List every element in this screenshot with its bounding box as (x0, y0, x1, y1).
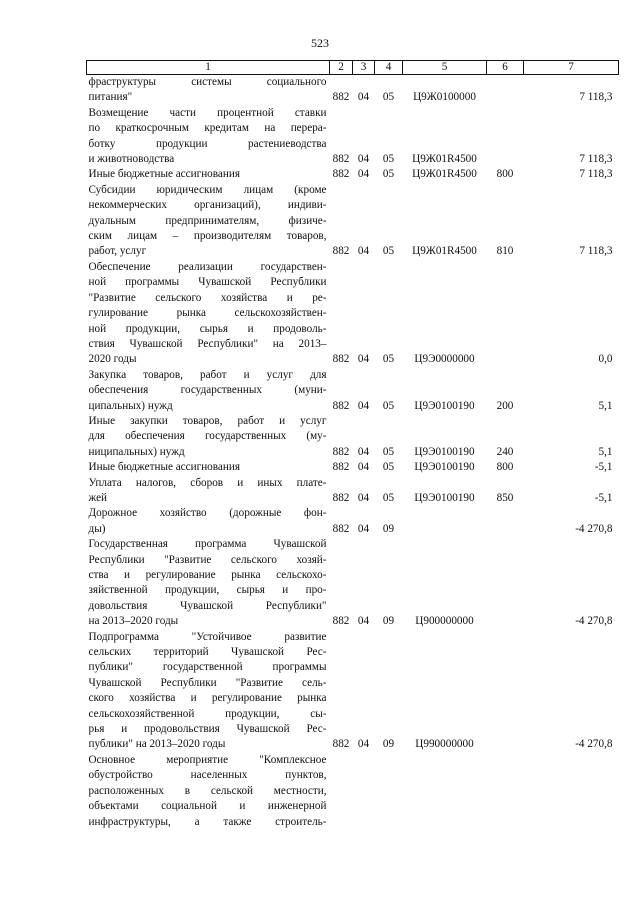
row-name-cell (87, 167, 330, 182)
row-c2-cell: 882 (332, 91, 350, 104)
row-name-line: Основное мероприятие "Комплексное (88, 753, 327, 766)
row-name-line: и животноводства (88, 153, 175, 166)
row-name-line: ды) (88, 522, 106, 535)
page-number: 523 (311, 36, 329, 50)
row-name-line: ной продукции, сырья и продоволь- (88, 322, 327, 335)
row-c3-cell: 04 (357, 738, 370, 751)
row-c5-cell (403, 506, 487, 537)
row-c7-cell: -5,1 (594, 491, 613, 504)
row-c6-cell: 850 (496, 491, 514, 504)
row-name-line: "Развитие сельского хозяйства и ре- (88, 291, 327, 304)
row-c2-cell: 882 (332, 153, 350, 166)
row-name-line: обеспечения государственных (муни- (88, 384, 327, 397)
table-row (87, 460, 619, 475)
row-c7-cell: 0,0 (598, 353, 613, 366)
table-row (87, 476, 619, 507)
row-c6-cell: 810 (496, 245, 514, 258)
row-name-line: Чувашской Республики "Развитие сель- (88, 676, 327, 689)
row-name-line: довольствия Чувашской Республики" (88, 599, 327, 612)
row-name-line: Республики "Развитие сельского хозяй- (88, 553, 327, 566)
row-c7-cell: 7 118,3 (579, 168, 613, 181)
row-c4-cell: 09 (382, 738, 395, 751)
row-c6-cell (487, 630, 524, 753)
row-name-line: Субсидии юридическим лицам (кроме (88, 183, 327, 196)
row-name-line: Уплата налогов, сборов и иных плате- (88, 476, 327, 489)
row-c3-cell (353, 753, 375, 830)
row-name-line: дуальным предпринимателям, физиче- (88, 214, 327, 227)
header-col-4: 4 (375, 61, 403, 75)
row-name-line: публики" на 2013–2020 годы (88, 738, 226, 751)
row-c4-cell: 05 (382, 245, 395, 258)
row-name-line: фраструктуры системы социального (88, 76, 327, 88)
row-c6-cell (487, 106, 524, 168)
row-c2-cell: 882 (332, 522, 350, 535)
row-c3-cell: 04 (357, 353, 370, 366)
row-c7-cell (524, 753, 619, 830)
row-c2-cell: 882 (332, 245, 350, 258)
row-c4-cell: 05 (382, 445, 395, 458)
row-c4-cell: 05 (382, 168, 395, 181)
row-name-line: зяйственной продукции, сырья и про- (88, 584, 327, 597)
row-c5-cell: Ц9Ж01R4500 (412, 245, 477, 258)
row-name-line: некоммерческих организаций), индиви- (88, 199, 327, 212)
row-name-cell (87, 506, 330, 537)
header-col-6: 6 (487, 61, 524, 75)
row-name-line: по краткосрочным кредитам на перера- (88, 122, 327, 135)
row-c5-cell: Ц9Ж01R4500 (412, 168, 477, 181)
row-name-cell (87, 537, 330, 629)
row-name-cell (87, 183, 330, 260)
row-name-cell (87, 630, 330, 753)
row-name-line: ной программы Чувашской Республики (88, 276, 327, 289)
row-c4-cell: 05 (382, 353, 395, 366)
row-c5-cell: Ц9Э0100190 (414, 461, 475, 474)
row-c6-cell: 240 (496, 445, 514, 458)
row-c7-cell: -4 270,8 (575, 615, 613, 628)
row-c4-cell: 09 (382, 522, 395, 535)
row-name-line: работ, услуг (88, 245, 147, 258)
row-name-line: обустройство населенных пунктов, (88, 769, 327, 782)
row-c2-cell: 882 (332, 445, 350, 458)
row-name-line: жей (88, 491, 108, 504)
row-name-cell (87, 414, 330, 460)
row-name-line: ского хозяйства и регулирование рынка (88, 692, 327, 705)
row-name-line: Подпрограмма "Устойчивое развитие (88, 630, 327, 643)
row-c6-cell (487, 506, 524, 537)
table-row (87, 630, 619, 753)
row-c4-cell: 05 (382, 91, 395, 104)
row-c2-cell: 882 (332, 491, 350, 504)
row-name-line: Иные бюджетные ассигнования (88, 168, 240, 181)
header-col-3: 3 (353, 61, 375, 75)
row-c2-cell: 882 (332, 738, 350, 751)
row-name-line: ципальных) нужд (88, 399, 173, 412)
row-c4-cell: 05 (382, 491, 395, 504)
row-c5-cell: Ц9Э0000000 (414, 353, 475, 366)
table-row (87, 106, 619, 168)
row-c3-cell: 04 (357, 461, 370, 474)
row-c5-cell: Ц9Э0100190 (414, 445, 475, 458)
row-c2-cell: 882 (332, 399, 350, 412)
row-c4-cell (375, 753, 403, 830)
row-name-cell (87, 260, 330, 368)
row-name-line: Обеспечение реализации государствен- (88, 260, 327, 273)
row-c6-cell (487, 537, 524, 629)
row-name-line: Закупка товаров, работ и услуг для (88, 368, 327, 381)
row-name-line: рья и продовольствия Чувашской Рес- (88, 723, 327, 736)
row-name-line: ским лицам – производителям товаров, (88, 230, 327, 243)
table-row (87, 506, 619, 537)
row-name-line: Иные закупки товаров, работ и услуг (88, 414, 327, 427)
row-name-line: гулирование рынка сельскохозяйствен- (88, 307, 327, 320)
row-c7-cell: -4 270,8 (575, 522, 613, 535)
row-c4-cell: 05 (382, 153, 395, 166)
row-c5-cell (403, 753, 487, 830)
row-name-cell (87, 75, 330, 106)
row-c6-cell: 800 (496, 461, 514, 474)
row-c7-cell: 7 118,3 (579, 245, 613, 258)
row-c5-cell: Ц9Э0100190 (414, 399, 475, 412)
row-name-line: публики" государственной программы (88, 661, 327, 674)
table-header-row (87, 61, 619, 75)
row-c5-cell: Ц9Ж0100000 (413, 91, 476, 104)
row-c6-cell (487, 75, 524, 106)
row-c6-cell: 200 (496, 399, 514, 412)
header-col-7: 7 (524, 61, 619, 75)
row-c3-cell: 04 (357, 615, 370, 628)
row-c7-cell: 5,1 (598, 445, 613, 458)
row-name-line: ниципальных) нужд (88, 445, 185, 458)
row-name-line: 2020 годы (88, 353, 137, 366)
row-c5-cell: Ц990000000 (415, 738, 474, 751)
row-c3-cell: 04 (357, 168, 370, 181)
row-c5-cell: Ц900000000 (415, 615, 474, 628)
row-c3-cell: 04 (357, 245, 370, 258)
row-name-line: ботку продукции растениеводства (88, 137, 327, 150)
row-name-line: Государственная программа Чувашской (88, 538, 327, 551)
row-c5-cell: Ц9Э0100190 (414, 491, 475, 504)
row-c2-cell: 882 (332, 461, 350, 474)
row-name-line: Дорожное хозяйство (дорожные фон- (88, 507, 327, 520)
row-c7-cell: -4 270,8 (575, 738, 613, 751)
table-row (87, 368, 619, 414)
row-name-cell (87, 460, 330, 475)
row-c3-cell: 04 (357, 445, 370, 458)
row-c6-cell (487, 260, 524, 368)
row-c3-cell: 04 (357, 153, 370, 166)
row-c4-cell: 05 (382, 461, 395, 474)
row-c6-cell: 800 (496, 168, 514, 181)
row-name-line: расположенных в сельской местности, (88, 784, 327, 797)
row-name-cell (87, 368, 330, 414)
row-c7-cell: 7 118,3 (579, 153, 613, 166)
row-c7-cell: 5,1 (598, 399, 613, 412)
row-name-cell (87, 476, 330, 507)
row-name-cell (87, 753, 330, 830)
header-col-2: 2 (330, 61, 353, 75)
row-name-line: питания" (88, 91, 133, 104)
header-col-5: 5 (403, 61, 487, 75)
row-c2-cell (330, 753, 353, 830)
table-body (87, 75, 619, 830)
row-c2-cell: 882 (332, 168, 350, 181)
row-name-line: сельских территорий Чувашской Рес- (88, 646, 327, 659)
row-c6-cell (487, 753, 524, 830)
table-row (87, 260, 619, 368)
row-c2-cell: 882 (332, 615, 350, 628)
row-name-line: Возмещение части процентной ставки (88, 106, 327, 119)
row-name-line: инфраструктуры, а также строитель- (88, 815, 327, 828)
table-row (87, 753, 619, 830)
row-name-line: объектами социальной и инженерной (88, 800, 327, 813)
table-row (87, 537, 619, 629)
row-name-line: сельскохозяйственной продукции, сы- (88, 707, 327, 720)
row-c3-cell: 04 (357, 522, 370, 535)
header-col-1: 1 (87, 61, 330, 75)
row-name-line: Иные бюджетные ассигнования (88, 461, 240, 474)
row-c2-cell: 882 (332, 353, 350, 366)
row-c7-cell: 7 118,3 (579, 91, 613, 104)
table-row (87, 75, 619, 106)
budget-table (86, 60, 619, 830)
table-row (87, 183, 619, 260)
row-c3-cell: 04 (357, 491, 370, 504)
row-name-line: ства и регулирование рынка сельскохо- (88, 569, 327, 581)
row-name-line: на 2013–2020 годы (88, 615, 179, 628)
table-row (87, 414, 619, 460)
row-c4-cell: 05 (382, 399, 395, 412)
row-name-line: ствия Чувашской Республики" на 2013– (88, 337, 327, 350)
table-row (87, 167, 619, 182)
row-name-cell (87, 106, 330, 168)
row-name-line: для обеспечения государственных (му- (88, 430, 327, 443)
row-c7-cell: -5,1 (594, 461, 613, 474)
row-c3-cell: 04 (357, 399, 370, 412)
row-c4-cell: 09 (382, 615, 395, 628)
row-c5-cell: Ц9Ж01R4500 (412, 153, 477, 166)
row-c3-cell: 04 (357, 91, 370, 104)
